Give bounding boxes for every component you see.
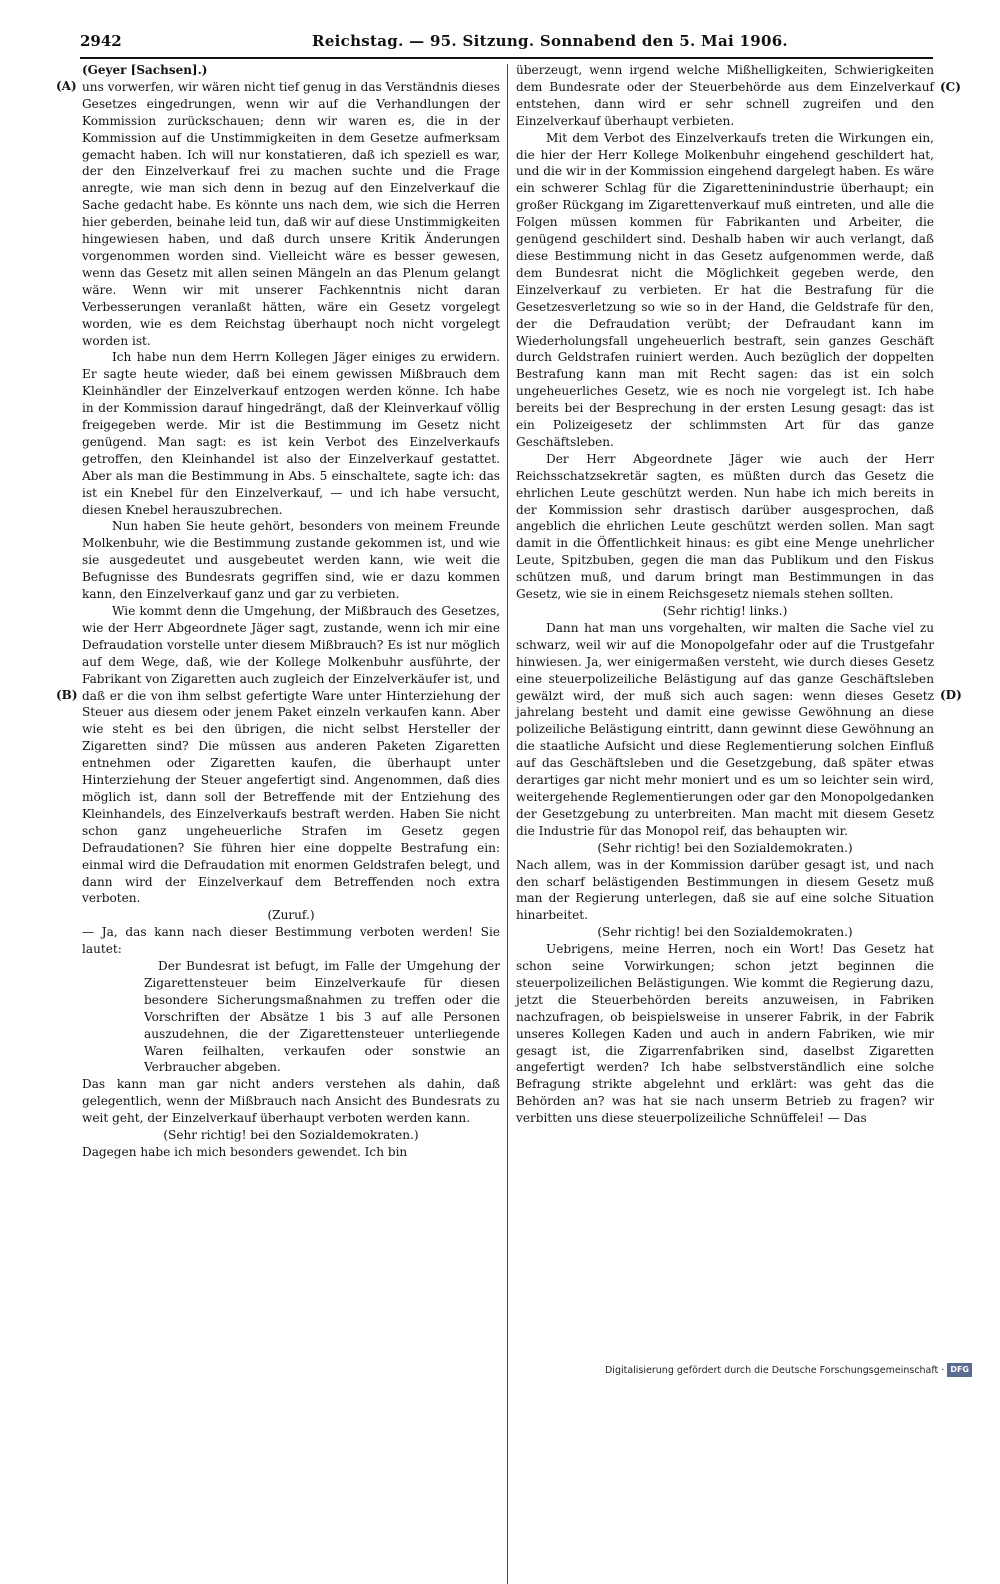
page-title: Reichstag. — 95. Sitzung. Sonnabend den 5. Mai 1906. [312,32,788,50]
dfg-logo: DFG [947,1363,972,1377]
interjection: (Sehr richtig! links.) [662,604,788,618]
column-divider [507,64,508,1584]
paragraph: Uebrigens, meine Herren, noch ein Wort! Das Gesetz hat schon seine Vorwirkungen; schon jetzt beginnen die steuerpolizeilichen Belästigungen. Wie kommt die Regierung dazu, jetzt die Steuerbehörden bereits anzuweisen, in Fabriken nachzufragen, ob beispielsweise in unserer Fabrik, in der Fabrik unseres Kollegen Kaden und auch in andern Fabriken, wie mir gesagt ist, die Zigarrenfabriken sind, daselbst Zigaretten angefertigt werden? Ich habe selbstverständlich eine solche Befragung strikte abgelehnt und erklärt: was geht das die Behörden an? was hat sie nach unserm Betrieb zu fragen? wir verbitten uns diese steuerpolizeiliche Schnüffelei! — Das [516,942,934,1126]
margin-mark-d: (D) [940,688,962,702]
left-column [82,62,500,1161]
margin-mark-c: (C) [940,80,961,94]
paragraph: Dann hat man uns vorgehalten, wir malten die Sache viel zu schwarz, weil wir auf die Monopolgefahr oder auf die Trustgefahr hinwiesen. Ja, wer einigermaßen versteht, wie durch dieses Gesetz eine steuerpolizeiliche Belästigung auf das ganze Geschäftsleben gewälzt wird, der muß sich auch sagen: wenn dieses Gesetz jahrelang besteht und damit eine gewisse Gewöhnung an diese polizeiliche Belästigung eintritt, dann gewinnt diese Gewöhnung an die staatliche Aufsicht und diese Reglementierung solchen Einfluß auf das Geschäftsleben und die Gesetzgebung, daß später etwas derartiges gar nicht mehr moniert und es um so leichter sein wird, weitergehende Reglementierungen oder gar den Monopolgedanken der Gesetzgebung zu unterbreiten. Man macht mit diesem Gesetz die Industrie für das Monopol reif, das behaupten wir. [516,620,934,838]
speaker-label: (Geyer [Sachsen].) [82,63,208,77]
interjection: (Sehr richtig! bei den Sozialdemokraten.) [597,840,853,855]
quoted-law-text: Der Bundesrat ist befugt, im Falle der Umgehung der Zigarettensteuer beim Einzelverkaufe für diesen besondere Sicherungsmaßnahmen zu treffen oder die Vorschriften der Absätze 1 bis 3 auf alle Personen auszudehnen, die der Zigarettensteuer unterliegende Waren feilhalten, verkaufen oder sonstwie an Verbraucher abgeben. [144,959,500,1075]
paragraph: überzeugt, wenn irgend welche Mißhelligkeiten, Schwierigkeiten dem Bundesrate oder der Steuerbehörde aus dem Einzelverkauf entstehen, dann wird er sehr schnell zugreifen und den Einzelverkauf überhaupt verbieten. [516,63,934,128]
interjection: (Zuruf.) [267,908,315,923]
paragraph: Mit dem Verbot des Einzelverkaufs treten die Wirkungen ein, die hier der Herr Kollege Molkenbuhr eingehend geschildert hat, und die wir in der Kommission eingehend dargelegt haben. Es wäre ein schwerer Schlag für die Zigaretteninindustrie überhaupt; ein großer Rückgang im Zigarettenverkauf muß eintreten, und alle die Folgen müssen kommen für Fabrikanten und Arbeiter, die genügend geschildert sind. Deshalb haben wir auch verlangt, daß diese Bestimmung nicht in das Gesetz aufgenommen werde, daß dem Bundesrat nicht die Möglichkeit gegeben werde, den Einzelverkauf zu verbieten. Er hat die Bestrafung für die Gesetzesverletzung so wie so in der Hand, die Geldstrafe für den, der die Defraudation verübt; der Defraudant kann im Wiederholungsfall ungeheuerlich bestraft, sein ganzes Geschäft durch Geldstrafen ruiniert werden. Auch bezüglich der doppelten Bestrafung kann man mit Recht sagen: das ist ein solch ungeheuerliches Gesetz, wie es noch nie vorgelegt ist. Ich habe bereits bei der Besprechung in der ersten Lesung gesagt: das ist ein Polizeigesetz der schlimmsten Art für das ganze Geschäftsleben. [516,130,934,449]
right-column [516,62,934,1127]
paragraph: uns vorwerfen, wir wären nicht tief genug in das Verständnis dieses Gesetzes eingedrungen, wenn wir auf die Verhandlungen der Kommission zurückschauen; denn wir waren es, die in der Kommission auf die Unstimmigkeiten in dem Gesetze aufmerksam gemacht haben. Ich will nur konstatieren, daß ich speziell es war, der den Einzelverkauf frei zu machen suchte und die Frage anregte, wie man sich denn in bezug auf den Einzelverkauf die Sache gedacht habe. Es könnte uns nach dem, wie sich die Herren hier geberden, beinahe leid tun, daß wir auf diese Unstimmigkeiten hingewiesen haben, und daß durch unsere Kritik Änderungen vorgenommen worden sind. Vielleicht wäre es besser gewesen, wenn das Gesetz mit allen seinen Mängeln an das Plenum gelangt wäre. Wenn wir mit unserer Fachkenntnis nicht daran Verbesserungen veranlaßt hätten, wäre ein Gesetz vorgelegt worden, wie es dem Reichstag überhaupt noch nicht vorgelegt worden ist. [82,79,501,348]
paragraph: Ich habe nun dem Herrn Kollegen Jäger einiges zu erwidern. Er sagte heute wieder, daß bei einem gewissen Mißbrauch dem Kleinhändler der Einzelverkauf entzogen werden könne. Ich habe in der Kommission darauf hingedrängt, daß der Kleinverkauf völlig freigegeben werde. Mir ist die Bestimmung im Gesetz nicht genügend. Man sagt: es ist kein Verbot des Einzelverkaufs getroffen, den Kleinhandel ist also der Einzelverkauf gestattet. Aber als man die Bestimmung in Abs. 5 einschaltete, sagte ich: das ist ein Knebel für den Einzelverkauf, — und ich habe versucht, diesen Knebel herauszubrechen. [82,350,500,517]
margin-mark-b: (B) [56,688,78,702]
paragraph: — Ja, das kann nach dieser Bestimmung verboten werden! Sie lautet: [82,925,500,957]
page-number: 2942 [80,32,122,50]
paragraph: Nach allem, was in der Kommission darüber gesagt ist, und nach den scharf belästigenden Bestimmungen in diesem Gesetz muß man der Regierung unterlegen, daß sie auf eine solche Situation hinarbeitet. [516,857,934,923]
header-rule [80,57,933,59]
paragraph: Wie kommt denn die Umgehung, der Mißbrauch des Gesetzes, wie der Herr Abgeordnete Jäger sagt, zustande, wenn ich mir eine Defraudation vorstelle unter diesem Mißbrauch? Es ist nur möglich auf dem Wege, daß, wie der Kollege Molkenbuhr ausführte, der Fabrikant von Zigaretten auch zugleich der Einzelverkäufer ist, und daß er die von ihm selbst gefertigte Ware unter Hinterziehung der Steuer aus diesem oder jenem Paket einzeln verkaufen kann. Aber wie steht es bei den übrigen, die nicht selbst Hersteller der Zigaretten sind? Die müssen aus anderen Paketen Zigaretten entnehmen oder Zigaretten kaufen, die überhaupt unter Hinterziehung der Steuer angefertigt sind. Angenommen, daß dies möglich ist, dann soll der Betreffende mit der Entziehung des Kleinhandels, des Einzelverkaufs bestraft werden. Haben Sie nicht schon ganz ungeheuerliche Strafen im Gesetz gegen Defraudationen? Sie führen hier eine doppelte Bestrafung ein: einmal wird die Defraudation mit enormen Geldstrafen belegt, und dann wird der Einzelverkauf dem Betreffenden noch extra verboten. [82,604,500,906]
credit-text: Digitalisierung gefördert durch die Deutsche Forschungsgemeinschaft · [604,1364,945,1376]
interjection: (Sehr richtig! bei den Sozialdemokraten.) [597,925,853,940]
digitization-credit [605,1362,972,1378]
margin-mark-a: (A) [56,79,77,93]
paragraph: Dagegen habe ich mich besonders gewendet. Ich bin [82,1145,408,1159]
page-header [80,32,930,56]
paragraph: Nun haben Sie heute gehört, besonders von meinem Freunde Molkenbuhr, wie die Bestimmung zustande gekommen ist, und wie sie ausgedeutet und ausgebeutet werden kann, wie weit die Befugnisse des Bundesrats gegriffen sind, wie er dazu kommen kann, den Einzelverkauf ganz und gar zu verbieten. [82,519,500,602]
paragraph: Das kann man gar nicht anders verstehen als dahin, daß gelegentlich, wenn der Mißbrauch nach Ansicht des Bundesrats zu weit geht, der Einzelverkauf überhaupt verboten werden kann. [82,1077,500,1126]
interjection: (Sehr richtig! bei den Sozialdemokraten.) [163,1128,419,1143]
paragraph: Der Herr Abgeordnete Jäger wie auch der Herr Reichsschatzsekretär sagten, es müßten durch das Gesetz die ehrlichen Leute geschützt werden. Nun habe ich mich bereits in der Kommission sehr drastisch darüber ausgesprochen, daß angeblich die ehrlichen Leute geschützt werden sollen. Man sagt damit in die Öffentlichkeit hinaus: es gibt eine Menge unehrlicher Leute, Spitzbuben, gegen die man das Publikum und den Fiskus schützen muß, und darum bringt man Bestimmungen in das Gesetz, wie sie in einem Reichsgesetz niemals stehen sollten. [516,451,934,602]
